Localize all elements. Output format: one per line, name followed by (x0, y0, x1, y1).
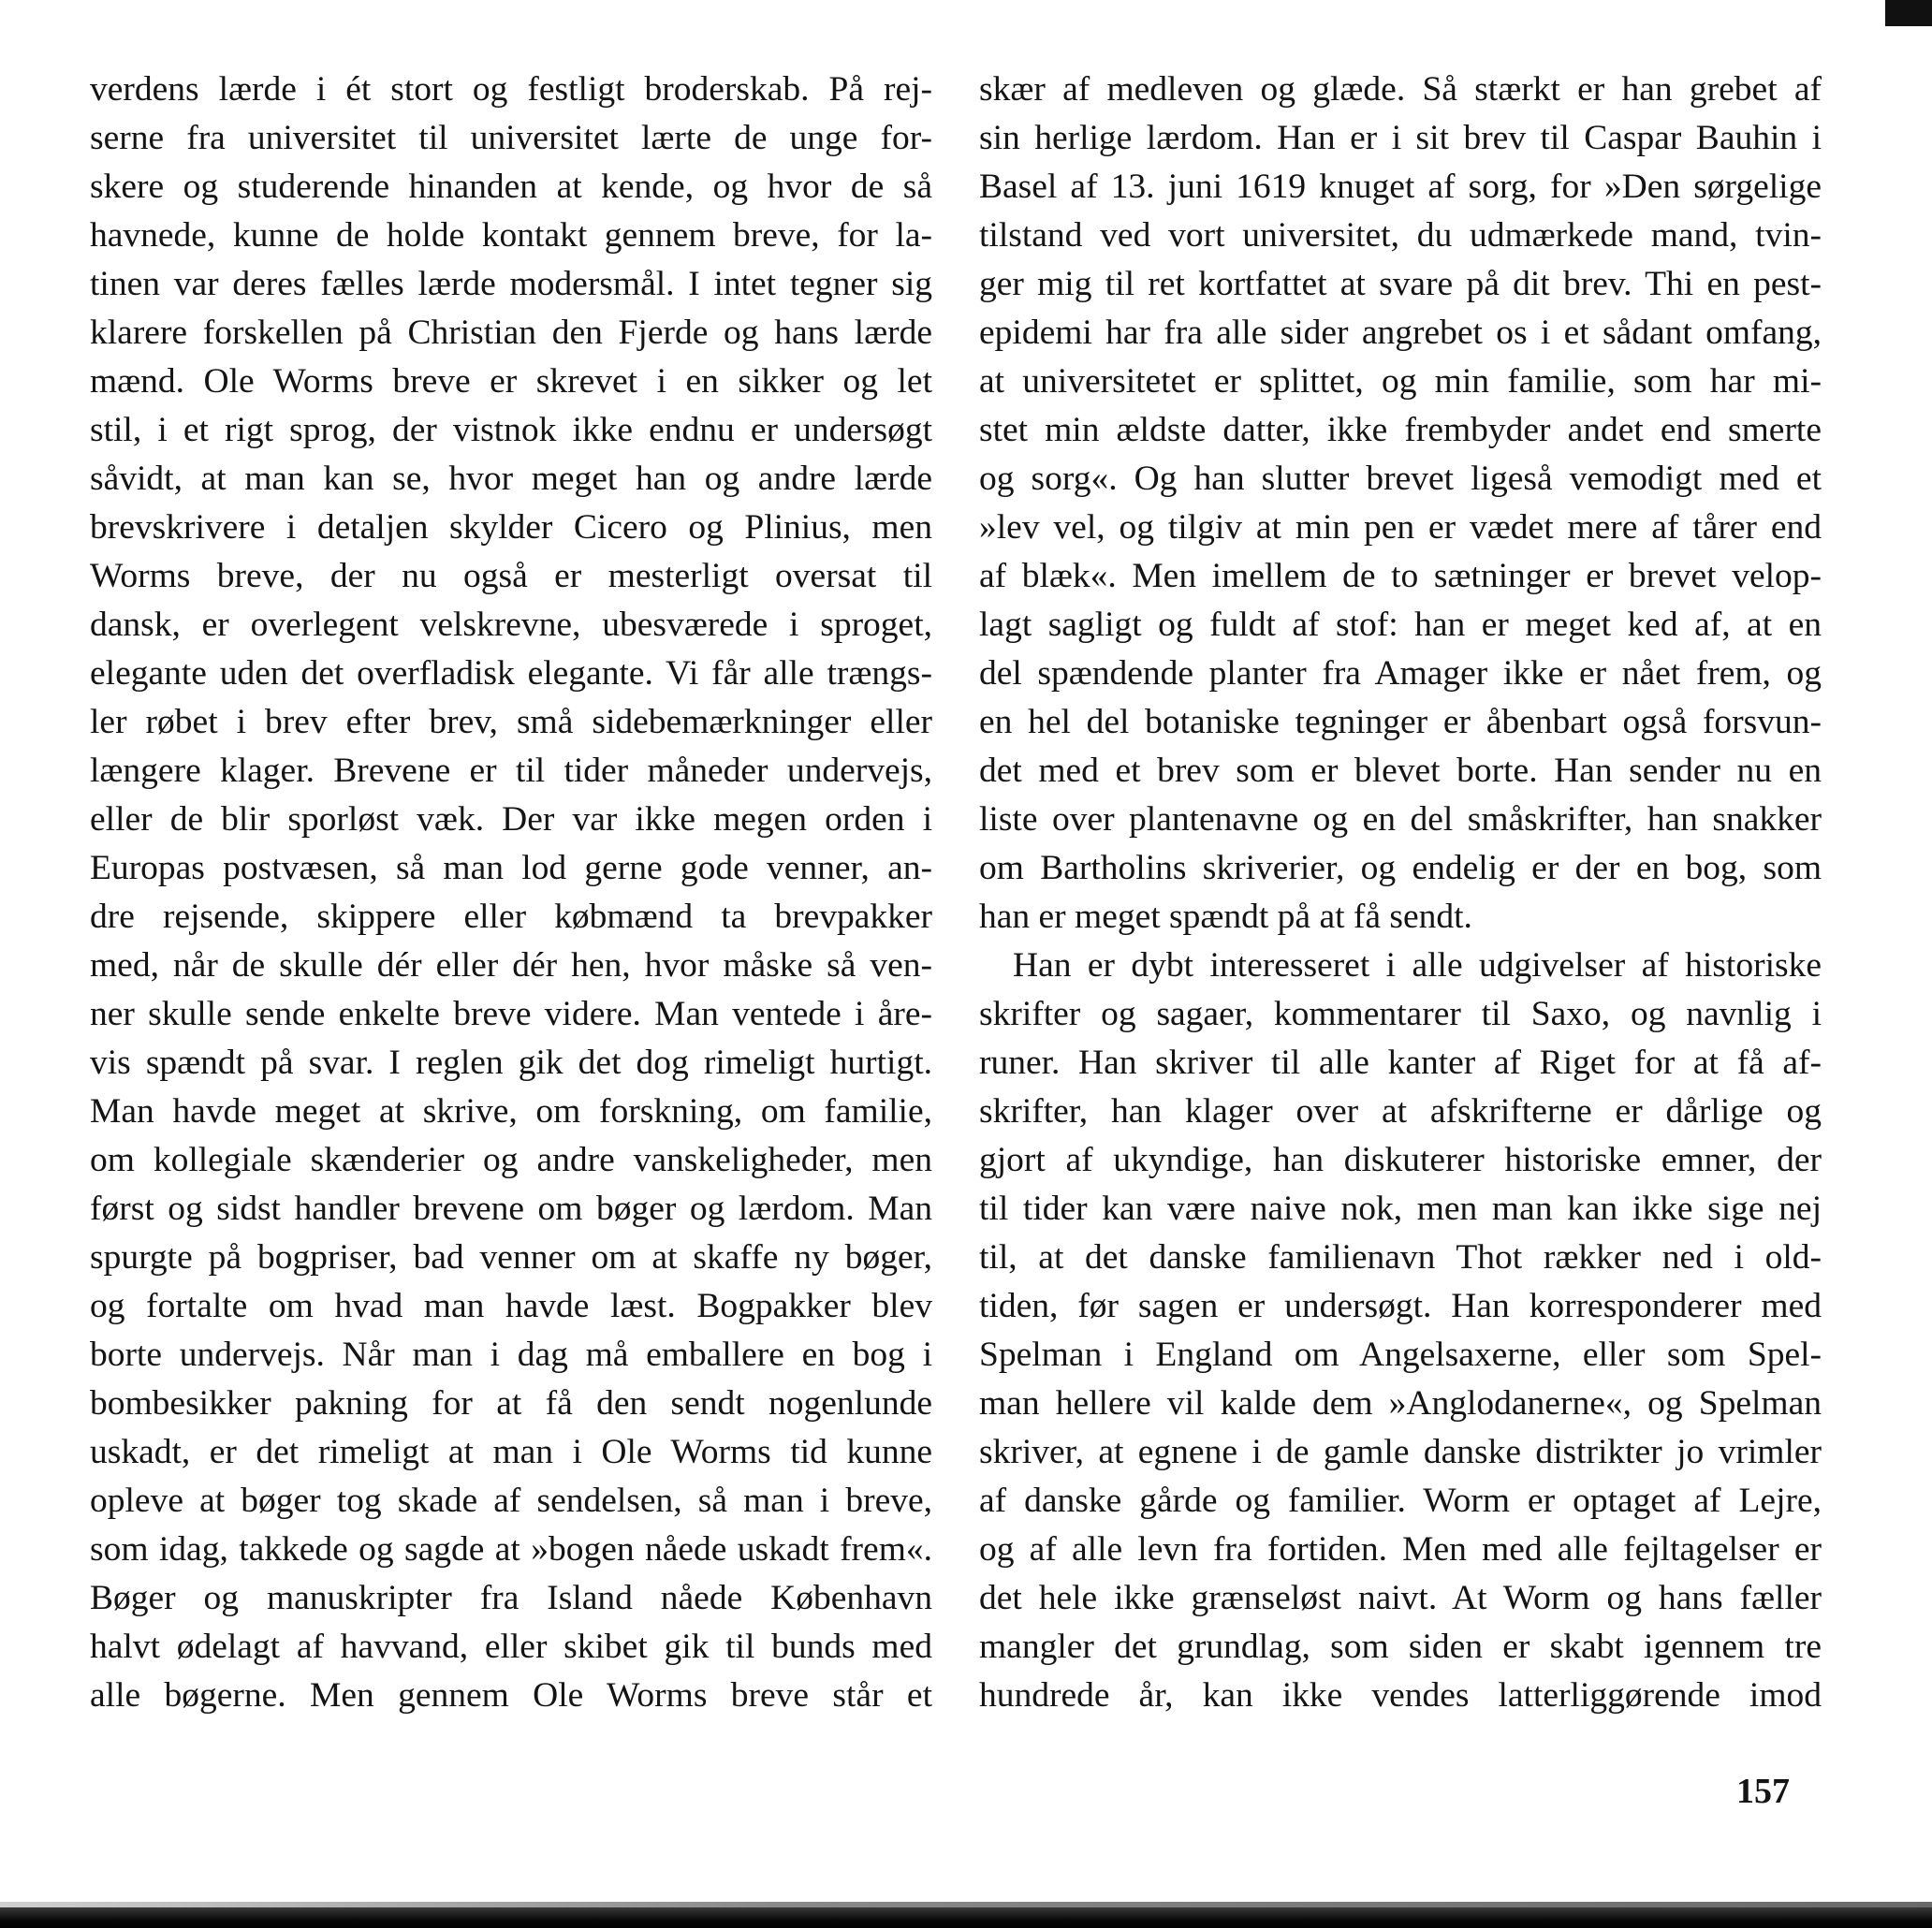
text-line: gjort af ukyndige, han diskuterer historiske emner, der (979, 1141, 1822, 1179)
text-line: man hellere vil kalde dem »Anglodanerne«, og Spelman (979, 1384, 1822, 1423)
scan-bottom-border (0, 1907, 1932, 1928)
text-line: stet min ældste datter, ikke frembyder andet end smerte (979, 411, 1822, 449)
text-line: del spændende planter fra Amager ikke er nået frem, og (979, 654, 1822, 693)
text-line: med, når de skulle dér eller dér hen, hvor måske så ven- (90, 946, 932, 985)
text-line: lagt sagligt og fuldt af stof: han er meget ked af, at en (979, 606, 1822, 644)
text-line: eller de blir sporløst væk. Der var ikke megen orden i (90, 800, 932, 839)
text-line: stil, i et rigt sprog, der vistnok ikke endnu er undersøgt (90, 411, 932, 449)
text-line: Spelman i England om Angelsaxerne, eller som Spel- (979, 1336, 1822, 1374)
text-line: Basel af 13. juni 1619 knuget af sorg, for »Den sørgelige (979, 168, 1822, 206)
text-line: hundrede år, kan ikke vendes latterliggørende imod (979, 1676, 1822, 1715)
text-line: havnede, kunne de holde kontakt gennem breve, for la- (90, 216, 932, 255)
text-line: Bøger og manuskripter fra Island nåede København (90, 1579, 932, 1617)
text-line: epidemi har fra alle sider angrebet os i et sådant omfang, (979, 314, 1822, 352)
text-line: ner skulle sende enkelte breve videre. Man ventede i åre- (90, 995, 932, 1033)
text-line: skrifter, han klager over at afskrifterne er dårlige og (979, 1092, 1822, 1131)
text-line: serne fra universitet til universitet lærte de unge for- (90, 119, 932, 157)
text-line: liste over plantenavne og en del småskrifter, han snakker (979, 800, 1822, 839)
text-line: dansk, er overlegent velskrevne, ubesværede i sproget, (90, 606, 932, 644)
text-line: tiden, før sagen er undersøgt. Han korresponderer med (979, 1287, 1822, 1325)
text-line: vis spændt på svar. I reglen gik det dog rimeligt hurtigt. (90, 1044, 932, 1082)
text-line: og fortalte om hvad man havde læst. Bogpakker blev (90, 1287, 932, 1325)
right-text-column (979, 66, 1822, 1720)
page-number: 157 (1736, 1772, 1790, 1811)
left-text-column (90, 66, 932, 1720)
text-line: først og sidst handler brevene om bøger og lærdom. Man (90, 1190, 932, 1228)
text-line: ger mig til ret kortfattet at svare på dit brev. Thi en pest- (979, 265, 1822, 303)
text-line: og af alle levn fra fortiden. Men med alle fejltagelser er (979, 1530, 1822, 1569)
text-line: uskadt, er det rimeligt at man i Ole Worms tid kunne (90, 1433, 932, 1471)
text-line: om Bartholins skriverier, og endelig er der en bog, som (979, 849, 1822, 887)
text-line: om kollegiale skænderier og andre vanskeligheder, men (90, 1141, 932, 1179)
paragraph-start-line: Han er dybt interesseret i alle udgivelser af historiske (1013, 946, 1822, 985)
text-line: spurgte på bogpriser, bad venner om at skaffe ny bøger, (90, 1238, 932, 1277)
text-line: og sorg«. Og han slutter brevet ligeså vemodigt med et (979, 460, 1822, 498)
text-line: skrifter og sagaer, kommentarer til Saxo, og navnlig i (979, 995, 1822, 1033)
text-line: tilstand ved vort universitet, du udmærkede mand, tvin- (979, 216, 1822, 255)
text-line: sin herlige lærdom. Han er i sit brev til Caspar Bauhin i (979, 119, 1822, 157)
text-line: skere og studerende hinanden at kende, og hvor de så (90, 168, 932, 206)
text-line: skriver, at egnene i de gamle danske distrikter jo vrimler (979, 1433, 1822, 1471)
text-line: som idag, takkede og sagde at »bogen nåede uskadt frem«. (90, 1530, 932, 1569)
text-line: mangler det grundlag, som siden er skabt igennem tre (979, 1628, 1822, 1666)
text-line: Worms breve, der nu også er mesterligt oversat til (90, 557, 932, 595)
text-line: tinen var deres fælles lærde modersmål. I intet tegner sig (90, 265, 932, 303)
text-line: alle bøgerne. Men gennem Ole Worms breve står et (90, 1676, 932, 1715)
text-line: til, at det danske familienavn Thot rækker ned i old- (979, 1238, 1822, 1277)
text-line: klarere forskellen på Christian den Fjerde og hans lærde (90, 314, 932, 352)
scan-corner-mark (1885, 0, 1932, 26)
text-line: halvt ødelagt af havvand, eller skibet gik til bunds med (90, 1628, 932, 1666)
text-line: bombesikker pakning for at få den sendt nogenlunde (90, 1384, 932, 1423)
text-line: af danske gårde og familier. Worm er optaget af Lejre, (979, 1482, 1822, 1520)
text-line: det med et brev som er blevet borte. Han sender nu en (979, 752, 1822, 790)
text-line: Europas postvæsen, så man lod gerne gode venner, an- (90, 849, 932, 887)
text-line: brevskrivere i detaljen skylder Cicero og Plinius, men (90, 508, 932, 547)
text-line: elegante uden det overfladisk elegante. Vi får alle trængs- (90, 654, 932, 693)
text-line: skær af medleven og glæde. Så stærkt er han grebet af (979, 70, 1822, 109)
text-line: til tider kan være naive nok, men man kan ikke sige nej (979, 1190, 1822, 1228)
text-line: såvidt, at man kan se, hvor meget han og andre lærde (90, 460, 932, 498)
text-line: af blæk«. Men imellem de to sætninger er brevet velop- (979, 557, 1822, 595)
text-line: »lev vel, og tilgiv at min pen er vædet mere af tårer end (979, 508, 1822, 547)
text-line: han er meget spændt på at få sendt. (979, 898, 1472, 936)
text-line: runer. Han skriver til alle kanter af Riget for at få af- (979, 1044, 1822, 1082)
text-line: ler røbet i brev efter brev, små sidebemærkninger eller (90, 703, 932, 741)
text-line: mænd. Ole Worms breve er skrevet i en sikker og let (90, 362, 932, 401)
text-line: dre rejsende, skippere eller købmænd ta brevpakker (90, 898, 932, 936)
text-line: at universitetet er splittet, og min familie, som har mi- (979, 362, 1822, 401)
text-line: verdens lærde i ét stort og festligt broderskab. På rej- (90, 70, 932, 109)
text-line: en hel del botaniske tegninger er åbenbart også forsvun- (979, 703, 1822, 741)
text-line: det hele ikke grænseløst naivt. At Worm og hans fæller (979, 1579, 1822, 1617)
text-line: borte undervejs. Når man i dag må emballere en bog i (90, 1336, 932, 1374)
text-line: Man havde meget at skrive, om forskning, om familie, (90, 1092, 932, 1131)
text-line: længere klager. Brevene er til tider måneder undervejs, (90, 752, 932, 790)
text-line: opleve at bøger tog skade af sendelsen, så man i breve, (90, 1482, 932, 1520)
